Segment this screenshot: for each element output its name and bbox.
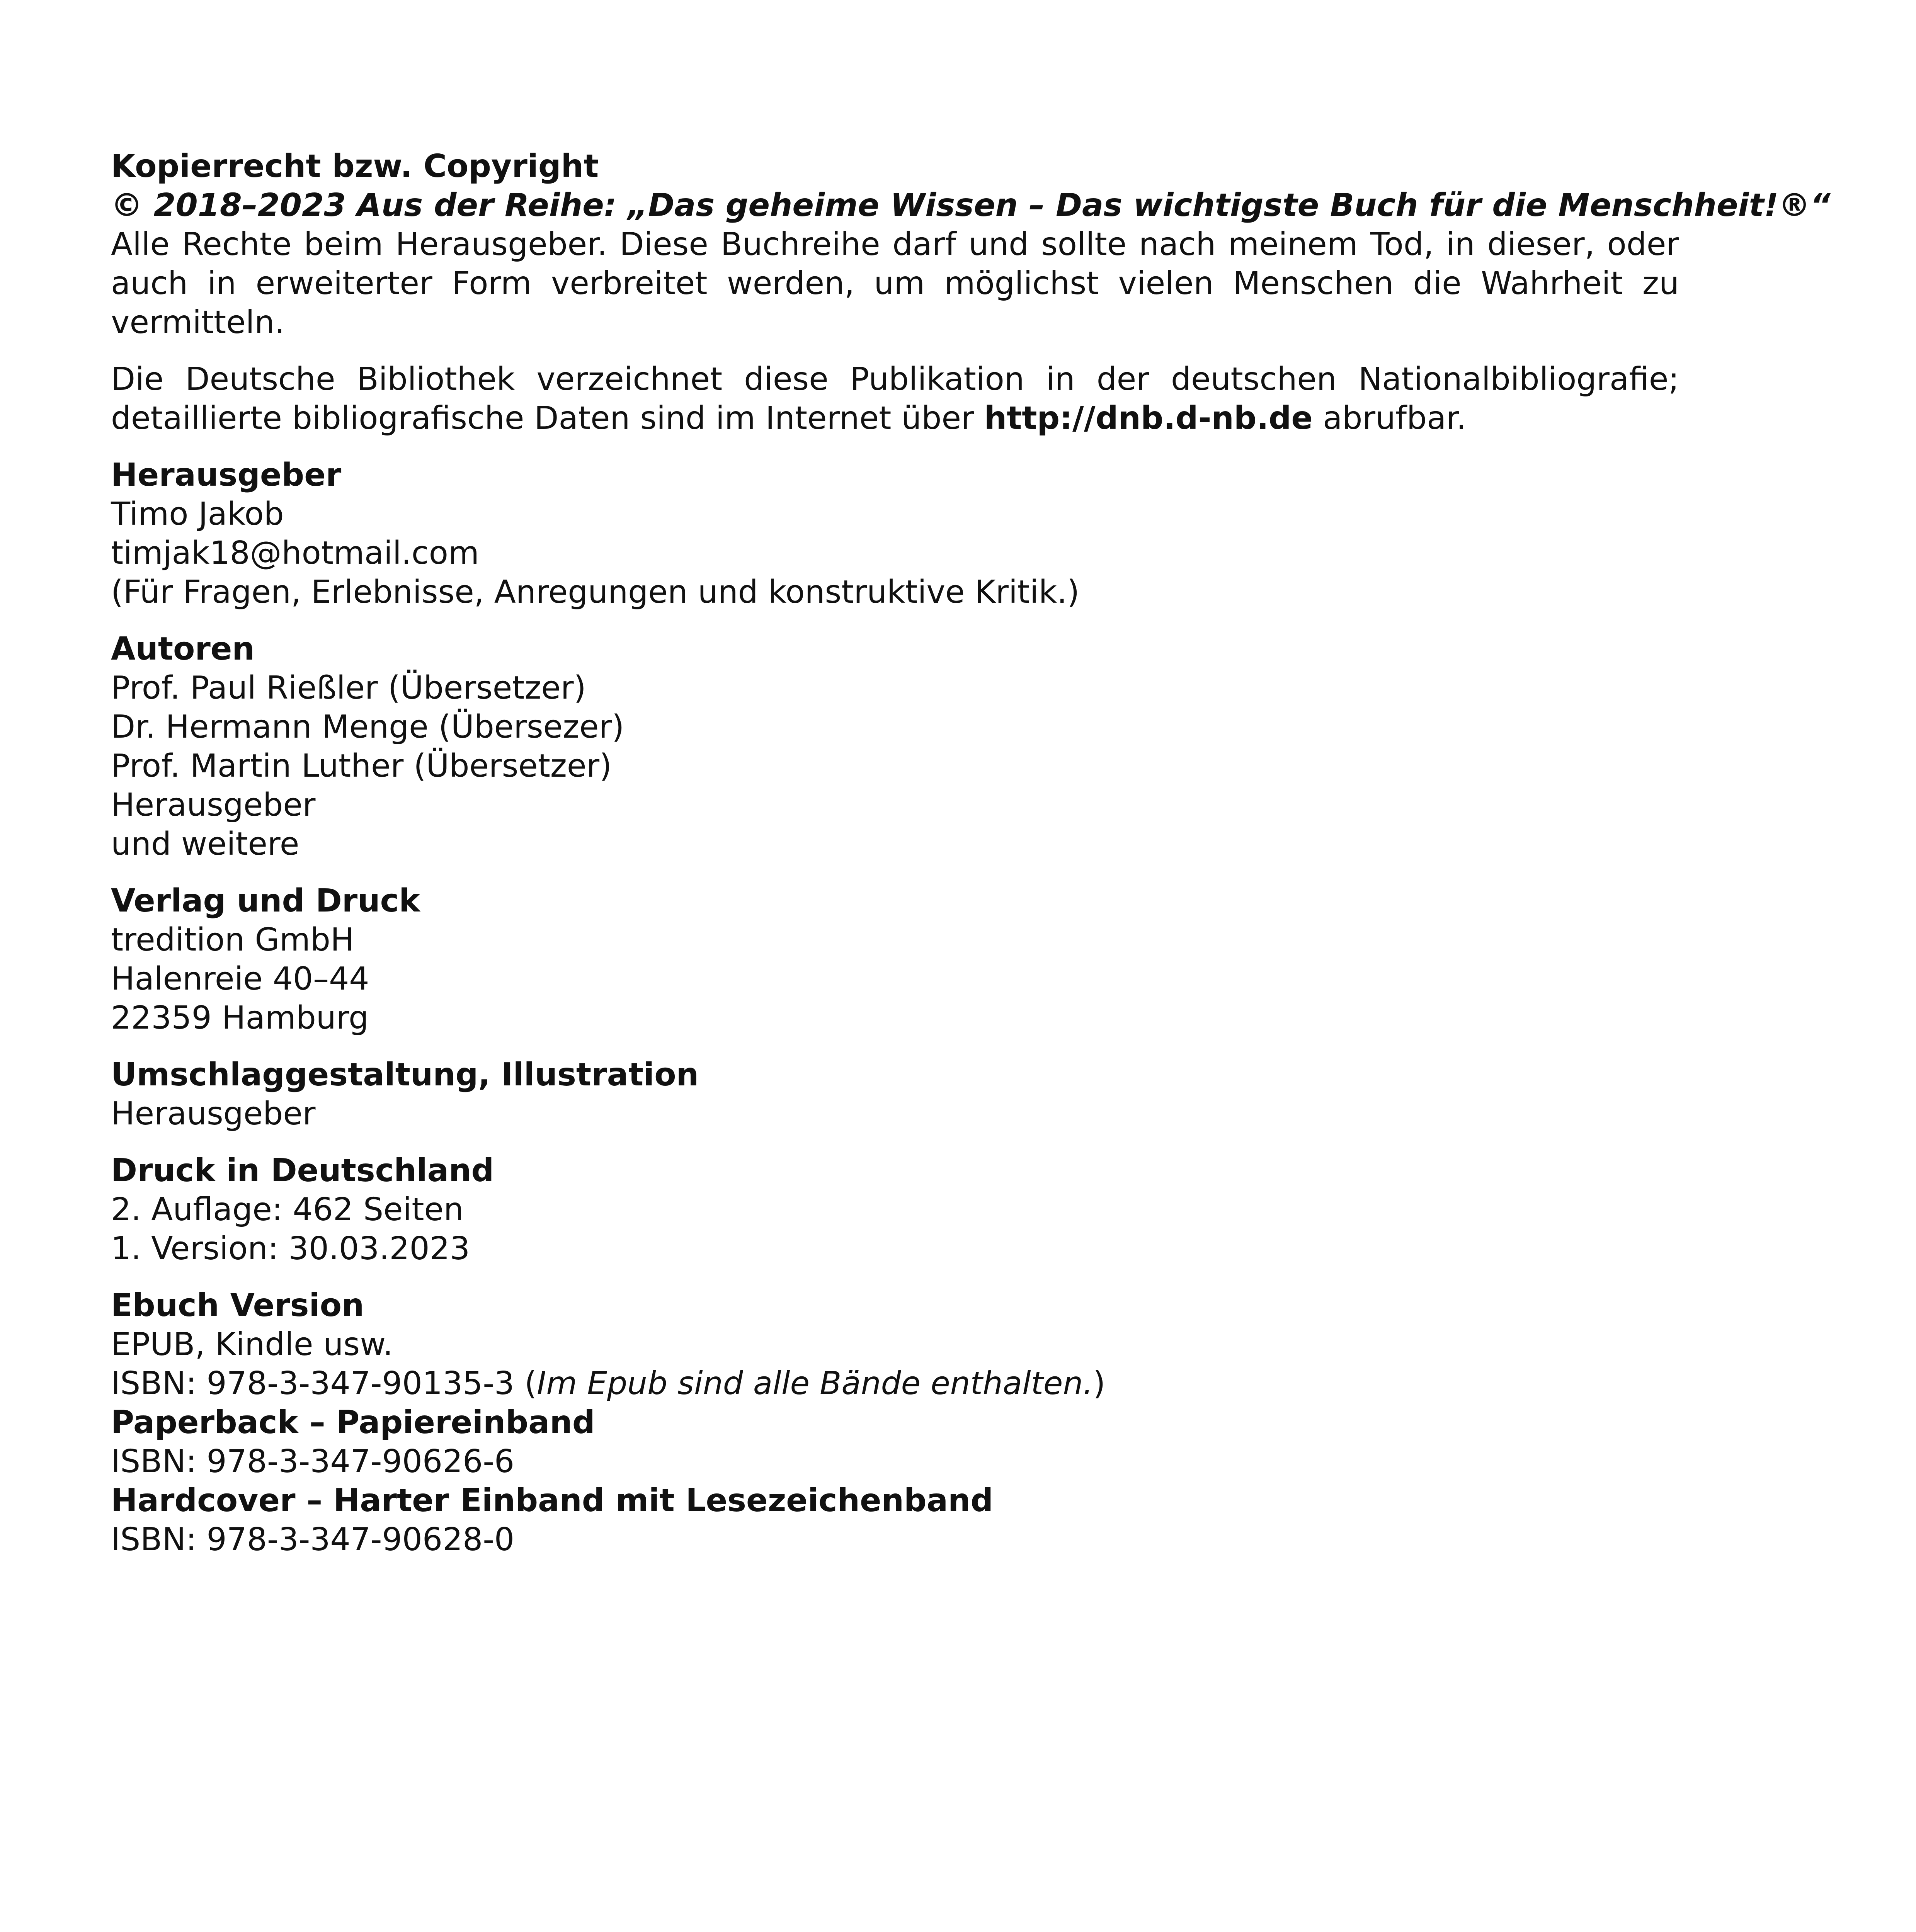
cover-designer: Herausgeber: [111, 1095, 316, 1132]
printing-section: [111, 881, 1679, 1037]
version-date: 1. Version: 30.03.2023: [111, 1230, 470, 1267]
ebook-isbn-line: [111, 1364, 1679, 1403]
edition-pages: 2. Auflage: 462 Seiten: [111, 1191, 464, 1228]
hardcover-heading: Hardcover – Harter Einband mit Lesezeichenband: [111, 1482, 994, 1519]
cover-heading: Umschlaggestaltung, Illustration: [111, 1056, 699, 1093]
publisher-note: (Für Fragen, Erlebnisse, Anregungen und konstruktive Kritik.): [111, 574, 1080, 611]
ebook-isbn: ISBN: 978-3-347-90135-3 (: [111, 1365, 537, 1402]
hardcover-isbn: ISBN: 978-3-347-90628-0: [111, 1521, 515, 1558]
series-line: © 2018–2023 Aus der Reihe: „Das geheime Wissen – Das wichtigste Buch für die Menschheit!®“: [111, 187, 1831, 224]
dnb-text-before: Die Deutsche Bibliothek verzeichnet diese Publikation in der deutschen Nationalbibliografie; detaillierte bibliografische Daten sind im Internet über: [111, 361, 1679, 437]
publisher-name: Timo Jakob: [111, 496, 284, 532]
print-country-section: [111, 1151, 1679, 1268]
ebook-formats: EPUB, Kindle usw.: [111, 1326, 393, 1363]
publisher-heading: Herausgeber: [111, 457, 342, 493]
print-country-heading: Druck in Deutschland: [111, 1152, 494, 1189]
cover-section: [111, 1055, 1679, 1133]
author-line: Dr. Hermann Menge (Übersezer): [111, 709, 624, 745]
dnb-link[interactable]: http://dnb.d-nb.de: [984, 400, 1313, 437]
rights-text: Alle Rechte beim Herausgeber. Diese Buchreihe darf und sollte nach meinem Tod, in dieser, oder auch in erweiterter Form verbreitet werden, um möglichst vielen Menschen die Wahrheit zu vermitteln.: [111, 226, 1679, 341]
author-line: Herausgeber: [111, 787, 316, 823]
paperback-heading: Paperback – Papiereinband: [111, 1404, 595, 1441]
editions-section: [111, 1286, 1679, 1559]
copyright-section: [111, 147, 1831, 438]
copyright-heading: Kopierrecht bzw. Copyright: [111, 148, 599, 185]
author-line: Prof. Martin Luther (Übersetzer): [111, 748, 612, 784]
printing-company: tredition GmbH: [111, 922, 354, 958]
printing-city: 22359 Hamburg: [111, 1000, 369, 1036]
imprint-content: [111, 147, 1831, 1577]
ebook-note: Im Epub sind alle Bände enthalten.: [537, 1365, 1093, 1402]
author-line: Prof. Paul Rießler (Übersetzer): [111, 670, 586, 706]
publisher-section: [111, 456, 1679, 612]
printing-street: Halenreie 40–44: [111, 961, 369, 997]
publisher-email[interactable]: timjak18@hotmail.com: [111, 535, 479, 571]
dnb-text: [111, 360, 1679, 438]
paperback-isbn: ISBN: 978-3-347-90626-6: [111, 1443, 515, 1480]
printing-heading: Verlag und Druck: [111, 883, 420, 919]
ebook-heading: Ebuch Version: [111, 1287, 364, 1324]
author-line: und weitere: [111, 826, 299, 862]
authors-heading: Autoren: [111, 631, 255, 667]
ebook-close: ): [1093, 1365, 1106, 1402]
dnb-text-after: abrufbar.: [1313, 400, 1467, 437]
authors-section: [111, 629, 1679, 864]
